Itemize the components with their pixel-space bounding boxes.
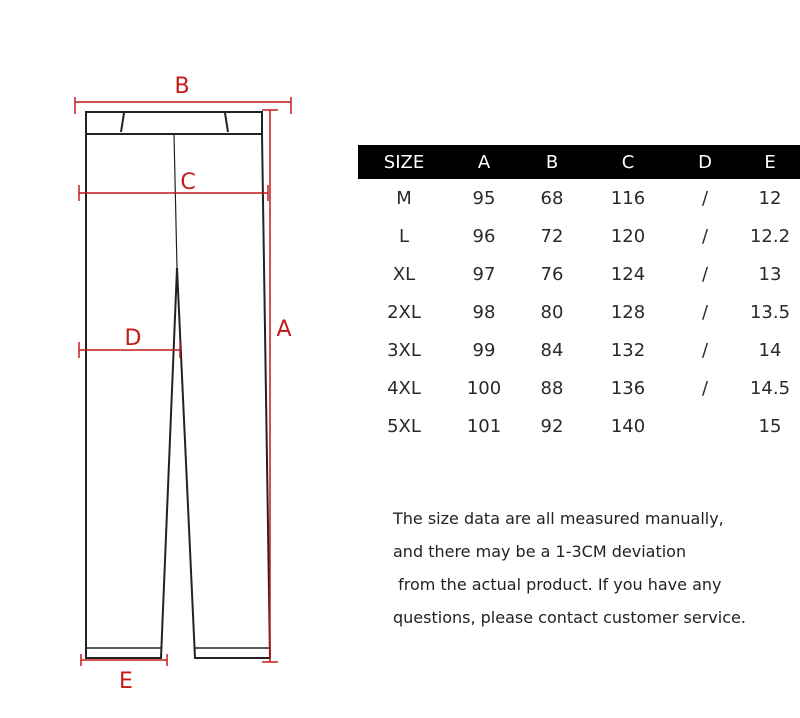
center-seam xyxy=(174,134,177,268)
header-d: D xyxy=(670,145,740,179)
table-cell: 14.5 xyxy=(749,377,791,399)
table-cell: 3XL xyxy=(387,339,421,361)
table-row xyxy=(358,255,800,293)
table-cell: 128 xyxy=(610,301,646,323)
table-cell: 68 xyxy=(540,187,564,209)
table-cell: 136 xyxy=(610,377,646,399)
table-cell: 2XL xyxy=(387,301,421,323)
table-row xyxy=(358,179,800,217)
table-cell: 13.5 xyxy=(749,301,791,323)
table-cell: / xyxy=(701,339,709,361)
table-cell: 120 xyxy=(610,225,646,247)
table-cell: L xyxy=(398,225,410,247)
table-cell xyxy=(670,407,740,445)
table-cell: / xyxy=(701,263,709,285)
table-cell: / xyxy=(701,187,709,209)
table-cell: 80 xyxy=(540,301,564,323)
size-chart-table xyxy=(358,145,800,445)
table-row xyxy=(358,217,800,255)
header-c: C xyxy=(586,145,670,179)
table-row xyxy=(358,407,800,445)
dim-a-label: A xyxy=(276,317,292,342)
table-row xyxy=(358,293,800,331)
dim-e-label: E xyxy=(119,669,133,694)
table-cell: 132 xyxy=(610,339,646,361)
header-size: SIZE xyxy=(358,145,450,179)
table-cell: 101 xyxy=(466,415,502,437)
header-a: A xyxy=(450,145,518,179)
table-header-row xyxy=(358,145,800,179)
table-cell: 4XL xyxy=(387,377,421,399)
table-cell: M xyxy=(396,187,412,209)
belt-loop-right xyxy=(225,113,228,132)
pants-size-diagram xyxy=(0,0,350,718)
table-cell: 140 xyxy=(610,415,646,437)
header-b: B xyxy=(518,145,586,179)
measurement-note xyxy=(393,502,793,634)
dim-d-label: D xyxy=(124,326,142,351)
table-cell: 12 xyxy=(758,187,782,209)
table-row xyxy=(358,369,800,407)
pants-outline xyxy=(86,112,270,658)
table-cell: 13 xyxy=(758,263,782,285)
table-cell: 88 xyxy=(540,377,564,399)
header-e: E xyxy=(740,145,800,179)
dim-b-label: B xyxy=(174,74,190,99)
table-cell: 124 xyxy=(610,263,646,285)
table-cell: 72 xyxy=(540,225,564,247)
table-cell: 100 xyxy=(466,377,502,399)
table-cell: 95 xyxy=(472,187,496,209)
table-cell: 5XL xyxy=(387,415,421,437)
table-row xyxy=(358,331,800,369)
table-cell: 92 xyxy=(540,415,564,437)
note-line: questions, please contact customer service. xyxy=(393,608,746,627)
table-cell: / xyxy=(701,301,709,323)
note-line: and there may be a 1-3CM deviation xyxy=(393,542,687,561)
belt-loop-left xyxy=(121,113,124,132)
table-cell: XL xyxy=(392,263,416,285)
table-cell: 116 xyxy=(610,187,646,209)
note-line: The size data are all measured manually, xyxy=(393,509,724,528)
table-cell: / xyxy=(701,377,709,399)
dim-c-label: C xyxy=(180,170,196,195)
table-cell: 97 xyxy=(472,263,496,285)
table-cell: / xyxy=(701,225,709,247)
table-cell: 15 xyxy=(758,415,782,437)
table-cell: 98 xyxy=(472,301,496,323)
note-line: from the actual product. If you have any xyxy=(393,575,722,594)
table-cell: 76 xyxy=(540,263,564,285)
table-cell: 14 xyxy=(758,339,782,361)
table-cell: 12.2 xyxy=(749,225,791,247)
table-cell: 96 xyxy=(472,225,496,247)
legs-outline xyxy=(86,134,270,658)
table-cell: 99 xyxy=(472,339,496,361)
waistband xyxy=(86,112,262,134)
table-cell: 84 xyxy=(540,339,564,361)
